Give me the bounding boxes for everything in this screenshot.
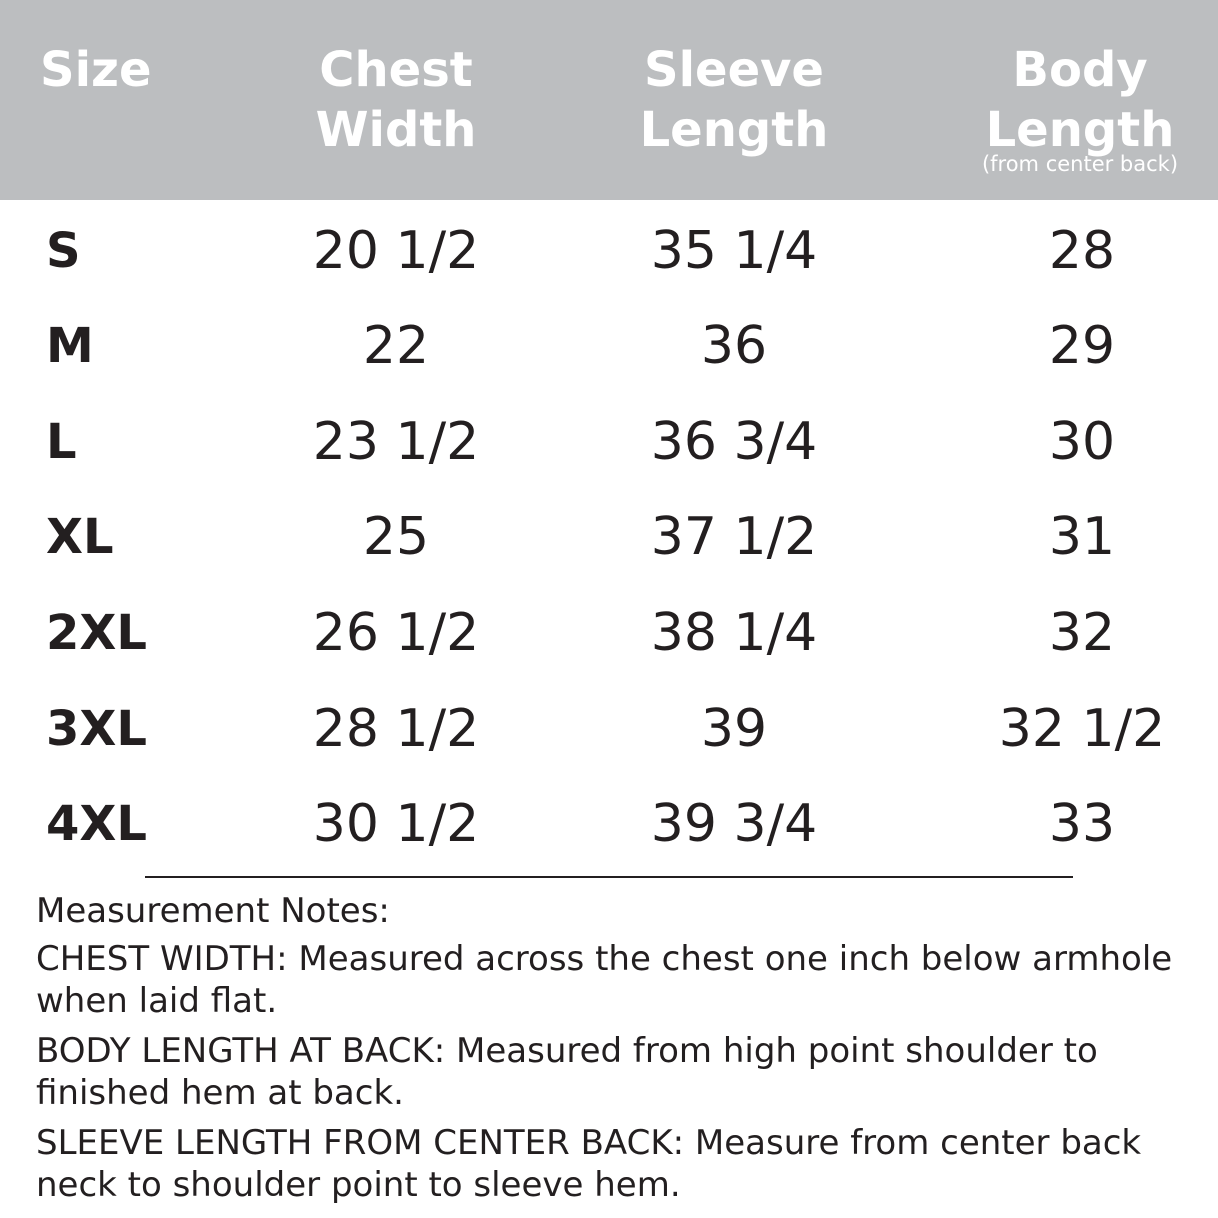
sleeve-cell: 38 1/4 (650, 603, 818, 663)
measurement-notes (36, 890, 1186, 1214)
sleeve-cell: 39 (700, 699, 768, 759)
chest-cell: 25 (362, 507, 430, 567)
body-cell: 29 (1048, 316, 1116, 376)
chest-cell: 26 1/2 (312, 603, 480, 663)
size-cell: 4XL (46, 796, 147, 852)
header-size (40, 40, 152, 100)
notes-title: Measurement Notes: (36, 891, 390, 931)
note-chest-width (36, 938, 1186, 1022)
table-row (0, 681, 1218, 777)
note-sleeve-length (36, 1122, 1186, 1206)
table-row (0, 298, 1218, 394)
body-cell: 31 (1048, 507, 1116, 567)
chest-cell: 20 1/2 (312, 221, 480, 281)
note-label: CHEST WIDTH: (36, 939, 288, 979)
chest-cell: 30 1/2 (312, 794, 480, 854)
note-label: SLEEVE LENGTH FROM CENTER BACK: (36, 1123, 685, 1163)
header-chest-line2: Width (315, 102, 477, 158)
header-sleeve-length (624, 40, 844, 160)
note-text: Measure from center back neck to shoulder point to sleeve hem. (36, 1123, 1142, 1205)
header-body-line2: Length (985, 102, 1175, 158)
header-sleeve-line2: Length (639, 102, 829, 158)
sleeve-cell: 36 3/4 (650, 412, 818, 472)
chest-cell: 28 1/2 (312, 699, 480, 759)
note-label: BODY LENGTH AT BACK: (36, 1031, 446, 1071)
note-text: Measured across the chest one inch below armhole when laid flat. (36, 939, 1173, 1021)
header-body-length (970, 40, 1190, 176)
size-cell: S (46, 223, 81, 279)
table-row (0, 203, 1218, 299)
size-cell: 2XL (46, 605, 147, 661)
size-cell: M (46, 318, 94, 374)
body-cell: 32 (1048, 603, 1116, 663)
table-header (0, 0, 1218, 200)
header-sleeve-line1: Sleeve (644, 42, 824, 98)
note-text: Measured from high point shoulder to finished hem at back. (36, 1031, 1098, 1113)
size-cell: XL (46, 509, 114, 565)
table-row (0, 585, 1218, 681)
header-chest-line1: Chest (319, 42, 473, 98)
sleeve-cell: 39 3/4 (650, 794, 818, 854)
divider-line (145, 876, 1073, 878)
body-cell: 28 (1048, 221, 1116, 281)
header-body-subnote: (from center back) (981, 152, 1179, 176)
header-chest-width (296, 40, 496, 160)
table-row (0, 394, 1218, 490)
size-cell: L (46, 414, 77, 470)
chest-cell: 22 (362, 316, 430, 376)
sleeve-cell: 37 1/2 (650, 507, 818, 567)
chest-cell: 23 1/2 (312, 412, 480, 472)
header-size-label: Size (40, 42, 152, 98)
size-cell: 3XL (46, 701, 147, 757)
header-body-line1: Body (1012, 42, 1148, 98)
table-row (0, 776, 1218, 872)
table-row (0, 489, 1218, 585)
note-body-length (36, 1030, 1186, 1114)
body-cell: 33 (1048, 794, 1116, 854)
sleeve-cell: 35 1/4 (650, 221, 818, 281)
body-cell: 30 (1048, 412, 1116, 472)
body-cell: 32 1/2 (998, 699, 1166, 759)
sleeve-cell: 36 (700, 316, 768, 376)
